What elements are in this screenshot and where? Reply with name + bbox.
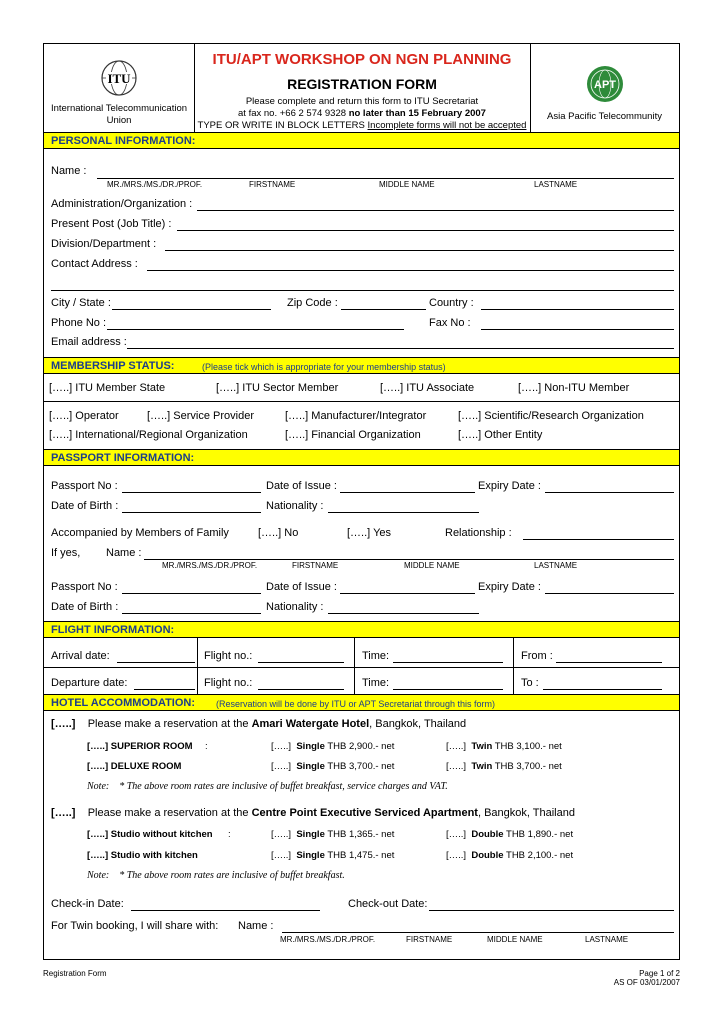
date-issue-label: Date of Issue :	[266, 480, 337, 492]
share-name-label: Name :	[238, 920, 274, 932]
companion-expiry-label: Expiry Date :	[478, 581, 541, 593]
date-issue-field[interactable]	[340, 492, 475, 493]
ms-operator[interactable]: […..] Operator	[49, 410, 119, 422]
flight-section-header	[44, 621, 679, 638]
companion-name-label: Name :	[106, 547, 142, 559]
superior-twin[interactable]: […..] Twin THB 3,100.- net	[446, 741, 562, 752]
footer-right	[614, 969, 680, 987]
share-sub-title: MR./MRS./MS./DR./PROF.	[280, 935, 376, 944]
departure-flight-label: Flight no.:	[204, 677, 253, 689]
superior-single[interactable]: […..] Single THB 2,900.- net	[271, 741, 395, 752]
name-sub-first: FIRSTNAME	[249, 180, 296, 189]
share-sub-middle: MIDDLE NAME	[487, 935, 543, 944]
itu-org-name: International Telecommunication Union	[50, 103, 188, 126]
ms-itu-member-state[interactable]: […..] ITU Member State	[49, 382, 166, 394]
hotel1-note: Note: * The above room rates are inclusive of buffet breakfast, service charges and VAT.	[87, 781, 448, 792]
checkin-field[interactable]	[131, 910, 320, 911]
nationality-label: Nationality :	[266, 500, 324, 512]
relationship-field[interactable]	[523, 539, 674, 540]
twin-share-label: For Twin booking, I will share with:	[51, 920, 219, 932]
ms-itu-sector-member[interactable]: […..] ITU Sector Member	[216, 382, 339, 394]
ms-itu-associate[interactable]: […..] ITU Associate	[380, 382, 475, 394]
name-sub-middle: MIDDLE NAME	[379, 180, 435, 189]
arrival-time-label: Time:	[362, 650, 390, 662]
membership-divider	[44, 401, 679, 402]
departure-label: Departure date:	[51, 677, 128, 689]
flight-heading: FLIGHT INFORMATION:	[51, 624, 175, 636]
ms-non-itu-member[interactable]: […..] Non-ITU Member	[518, 382, 630, 394]
svg-text:ITU: ITU	[107, 71, 131, 86]
departure-flight-field[interactable]	[258, 689, 344, 690]
form-header	[44, 44, 679, 133]
division-label: Division/Department :	[51, 238, 157, 250]
itu-logo-icon	[97, 58, 141, 98]
footer-left: Registration Form	[43, 969, 107, 978]
departure-time-field[interactable]	[393, 689, 503, 690]
footer-asof: AS OF 03/01/2007	[613, 978, 680, 987]
dob-field[interactable]	[122, 512, 261, 513]
zip-label: Zip Code :	[287, 297, 338, 309]
expiry-label: Expiry Date :	[478, 480, 541, 492]
studio-kitchen-option[interactable]: […..] Studio with kitchen	[87, 850, 198, 861]
zip-field[interactable]	[341, 309, 426, 310]
companion-sub-middle: MIDDLE NAME	[404, 561, 460, 570]
fax-label: Fax No :	[429, 317, 471, 329]
to-field[interactable]	[543, 689, 662, 690]
phone-field[interactable]	[107, 329, 404, 330]
arrival-field[interactable]	[117, 662, 195, 663]
share-name-field[interactable]	[282, 932, 674, 933]
instruction-1: Please complete and return this form to ITU Secretariat	[245, 96, 479, 107]
instruction-3: TYPE OR WRITE IN BLOCK LETTERS Incomplete forms will not be accepted	[197, 120, 527, 131]
passport-no-field[interactable]	[122, 492, 261, 493]
post-field[interactable]	[177, 230, 674, 231]
hotel-note: (Reservation will be done by ITU or APT Secretariat through this form)	[216, 699, 495, 709]
arrival-flight-field[interactable]	[258, 662, 344, 663]
form-instructions	[194, 96, 530, 132]
passport-section-header	[44, 449, 679, 466]
companion-passport-label: Passport No :	[51, 581, 118, 593]
passport-heading: PASSPORT INFORMATION:	[51, 452, 195, 464]
admin-field[interactable]	[197, 210, 674, 211]
registration-form-frame	[43, 43, 680, 960]
if-yes-label: If yes,	[51, 547, 81, 559]
city-label: City / State :	[51, 297, 111, 309]
form-subtitle: REGISTRATION FORM	[287, 76, 437, 92]
deluxe-twin[interactable]: […..] Twin THB 3,700.- net	[446, 761, 562, 772]
flight-col-divider-3	[513, 638, 514, 694]
name-sub-title: MR./MRS./MS./DR./PROF.	[107, 180, 203, 189]
phone-label: Phone No :	[51, 317, 107, 329]
apt-logo-icon	[585, 64, 625, 104]
city-field[interactable]	[112, 309, 271, 310]
nationality-field[interactable]	[328, 512, 479, 513]
accompanied-yes[interactable]: […..] Yes	[347, 527, 392, 539]
from-field[interactable]	[556, 662, 662, 663]
superior-room-option[interactable]: […..] SUPERIOR ROOM	[87, 741, 193, 752]
apt-org-name: Asia Pacific Telecommunity	[547, 111, 662, 122]
hotel2-note: Note: * The above room rates are inclusive of buffet breakfast.	[87, 870, 345, 881]
email-field[interactable]	[127, 348, 674, 349]
ms-other[interactable]: […..] Other Entity	[458, 429, 543, 441]
expiry-field[interactable]	[545, 492, 674, 493]
studio-no-kitchen-single[interactable]: […..] Single THB 1,365.- net	[271, 829, 395, 840]
studio-no-kitchen-double[interactable]: […..] Double THB 1,890.- net	[446, 829, 574, 840]
ms-manufacturer[interactable]: […..] Manufacturer/Integrator	[285, 410, 427, 422]
share-sub-first: FIRSTNAME	[406, 935, 453, 944]
checkout-label: Check-out Date:	[348, 898, 428, 910]
hotel-section-header	[44, 694, 679, 711]
companion-sub-title: MR./MRS./MS./DR./PROF.	[162, 561, 258, 570]
deluxe-room-option[interactable]: […..] DELUXE ROOM	[87, 761, 182, 772]
hotel1-reserve[interactable]: […..] Please make a reservation at the Amari Watergate Hotel, Bangkok, Thailand	[51, 718, 467, 730]
personal-heading: PERSONAL INFORMATION:	[51, 135, 196, 147]
svg-text:APT: APT	[593, 79, 616, 91]
superior-room-colon: :	[205, 741, 208, 752]
instruction-2: at fax no. +66 2 574 9328 no later than 15 February 2007	[238, 108, 486, 119]
hotel-heading: HOTEL ACCOMMODATION:	[51, 697, 196, 709]
email-label: Email address :	[51, 336, 127, 348]
name-label: Name :	[51, 165, 87, 177]
fax-field[interactable]	[481, 329, 674, 330]
checkout-field[interactable]	[429, 910, 674, 911]
apt-block	[530, 44, 679, 132]
ms-international[interactable]: […..] International/Regional Organization	[49, 429, 248, 441]
studio-kitchen-single[interactable]: […..] Single THB 1,475.- net	[271, 850, 395, 861]
companion-sub-first: FIRSTNAME	[292, 561, 339, 570]
membership-note: (Please tick which is appropriate for your membership status)	[202, 362, 446, 372]
companion-dob-field[interactable]	[122, 613, 261, 614]
departure-time-label: Time:	[362, 677, 390, 689]
form-title: ITU/APT WORKSHOP ON NGN PLANNING	[212, 51, 512, 68]
passport-no-label: Passport No :	[51, 480, 118, 492]
arrival-time-field[interactable]	[393, 662, 503, 663]
name-sub-last: LASTNAME	[534, 180, 578, 189]
companion-dob-label: Date of Birth :	[51, 601, 119, 613]
flight-row-divider	[44, 667, 679, 668]
post-label: Present Post (Job Title) :	[51, 218, 172, 230]
from-label: From :	[521, 650, 553, 662]
share-sub-last: LASTNAME	[585, 935, 629, 944]
companion-sub-last: LASTNAME	[534, 561, 578, 570]
companion-expiry-field[interactable]	[545, 593, 674, 594]
membership-section-header	[44, 357, 679, 374]
flight-col-divider-1	[197, 638, 198, 694]
studio-kitchen-double[interactable]: […..] Double THB 2,100.- net	[446, 850, 574, 861]
contact-field[interactable]	[147, 270, 674, 271]
admin-label: Administration/Organization :	[51, 198, 193, 210]
ms-financial[interactable]: […..] Financial Organization	[285, 429, 421, 441]
flight-col-divider-2	[354, 638, 355, 694]
relationship-label: Relationship :	[445, 527, 512, 539]
country-field[interactable]	[481, 309, 674, 310]
dob-label: Date of Birth :	[51, 500, 119, 512]
ms-scientific[interactable]: […..] Scientific/Research Organization	[458, 410, 644, 422]
name-field[interactable]	[97, 178, 674, 179]
contact-field-2[interactable]	[51, 290, 674, 291]
ms-service-provider[interactable]: […..] Service Provider	[147, 410, 254, 422]
title-block	[194, 44, 531, 132]
deluxe-single[interactable]: […..] Single THB 3,700.- net	[271, 761, 395, 772]
companion-nationality-field[interactable]	[328, 613, 479, 614]
studio-no-kitchen-colon: :	[228, 829, 231, 840]
footer-page: Page 1 of 2	[639, 969, 680, 978]
departure-field[interactable]	[134, 689, 195, 690]
studio-no-kitchen-option[interactable]: […..] Studio without kitchen	[87, 829, 213, 840]
membership-heading: MEMBERSHIP STATUS:	[51, 360, 175, 372]
country-label: Country :	[429, 297, 474, 309]
companion-passport-field[interactable]	[122, 593, 261, 594]
hotel2-reserve[interactable]: […..] Please make a reservation at the Centre Point Executive Serviced Apartment, Bangkok, Thailand	[51, 807, 575, 819]
accompanied-label: Accompanied by Members of Family	[51, 527, 229, 539]
personal-section-header	[44, 132, 679, 149]
to-label: To :	[521, 677, 539, 689]
division-field[interactable]	[165, 250, 674, 251]
companion-nationality-label: Nationality :	[266, 601, 324, 613]
accompanied-no[interactable]: […..] No	[258, 527, 299, 539]
checkin-label: Check-in Date:	[51, 898, 124, 910]
itu-block	[44, 44, 195, 132]
arrival-flight-label: Flight no.:	[204, 650, 253, 662]
arrival-label: Arrival date:	[51, 650, 110, 662]
companion-issue-field[interactable]	[340, 593, 475, 594]
companion-name-field[interactable]	[144, 559, 674, 560]
contact-label: Contact Address :	[51, 258, 138, 270]
companion-issue-label: Date of Issue :	[266, 581, 337, 593]
